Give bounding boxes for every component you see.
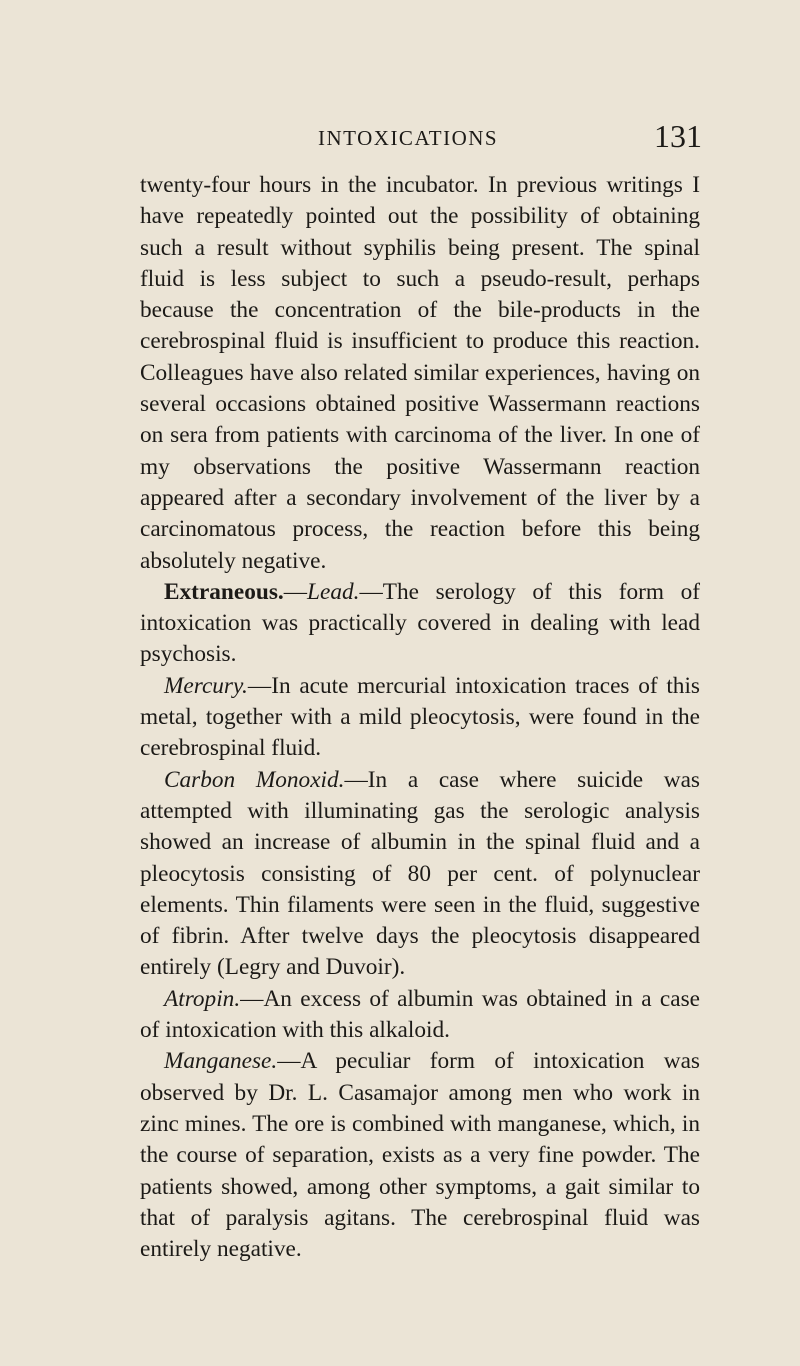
paragraph-text: An excess of albumin was obtained in a case of intoxication with this alkaloid.	[140, 985, 700, 1044]
paragraph-text: In acute mercurial intoxication traces of this metal, together with a mild pleocytosis, were found in the cerebrospinal fluid.	[140, 672, 700, 762]
em-dash: —	[247, 672, 272, 699]
em-dash: —	[344, 766, 368, 793]
subsection-heading: Atropin.	[164, 985, 241, 1012]
paragraph-text: A peculiar form of intoxication was observed by Dr. L. Casamajor among men who work in zinc mines. The ore is combined with manganese, which, in the course of separation, exists as a very fine powder. The patients showed, among other symptoms, a gait similar to that of paralysis agitans. The cerebrospinal fluid was entirely negative.	[140, 1048, 700, 1263]
section-heading: Extraneous.	[164, 578, 284, 605]
paragraph-atropin	[140, 984, 700, 1047]
paragraph-mercury	[140, 671, 700, 765]
em-dash: —	[359, 578, 383, 605]
paragraph-text: In a case where suicide was attempted with illuminating gas the serologic analysis showed an increase of albumin in the spinal fluid and a pleocytosis consisting of 80 per cent. of polynuclear elements. Thin filaments were seen in the fluid, suggestive of fibrin. After twelve days the pleocytosis disappeared entirely (Legry and Duvoir).	[140, 766, 700, 981]
subsection-heading: Lead.	[307, 578, 360, 605]
subsection-heading: Carbon Monoxid.	[164, 766, 345, 793]
page-body	[140, 170, 700, 1265]
subsection-heading: Mercury.	[164, 672, 248, 699]
em-dash: —	[283, 578, 308, 605]
paragraph-continuation	[140, 170, 700, 577]
page-header	[282, 118, 702, 154]
paragraph-manganese	[140, 1046, 700, 1265]
paragraph-extraneous-lead	[140, 577, 700, 671]
running-head: INTOXICATIONS	[318, 126, 499, 150]
page-number: 131	[654, 118, 702, 154]
em-dash: —	[277, 1048, 301, 1075]
paragraph-text: The serology of this form of intoxication was practically covered in dealing with lead psychosis.	[140, 578, 700, 668]
paragraph-carbon-monoxid	[140, 765, 700, 984]
subsection-heading: Manganese.	[164, 1048, 278, 1075]
paragraph-text: twenty-four hours in the incubator. In previous writings I have repeatedly pointed out the possibility of obtaining such a result without syphilis being present. The spinal fluid is less subject to such a pseudo-result, perhaps because the concentration of the bile-products in the cerebrospinal fluid is insufficient to produce this reaction. Colleagues have also related similar experiences, having on several occasions obtained positive Wassermann reactions on sera from patients with carcinoma of the liver. In one of my observations the positive Wassermann reaction appeared after a secondary involvement of the liver by a carcinomatous process, the reaction before this being absolutely negative.	[140, 172, 700, 574]
em-dash: —	[240, 985, 264, 1012]
